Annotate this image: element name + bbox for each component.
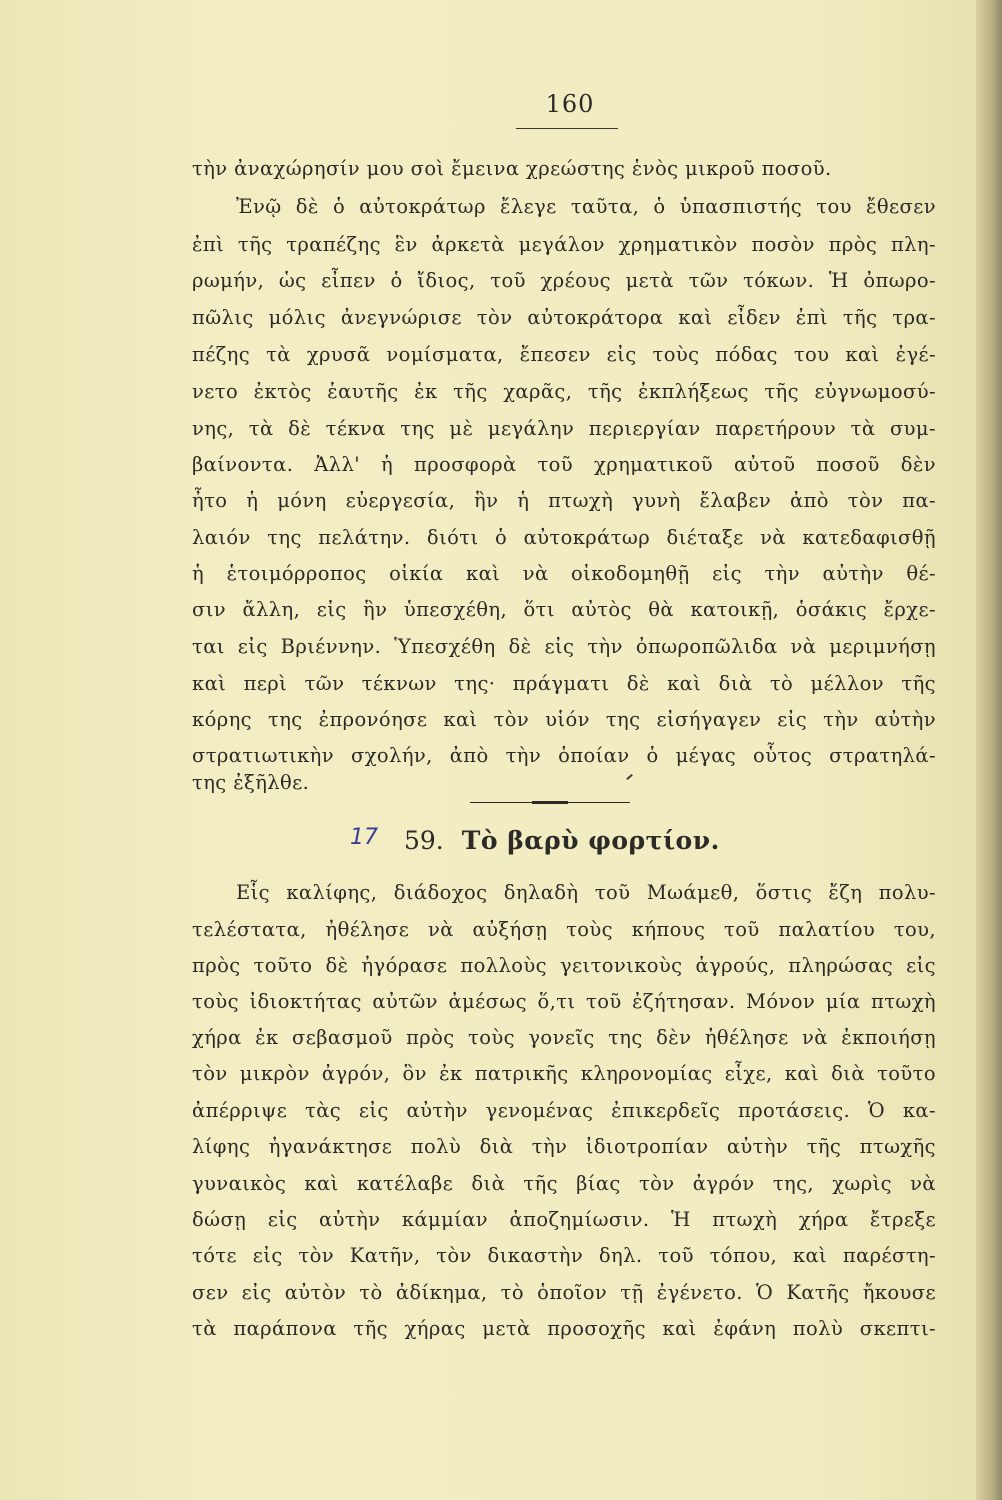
text-line: πρὸς τοῦτο δὲ ἠγόρασε πολλοὺς γειτονικοὺς ἀγρούς, πληρώσας εἰς — [192, 954, 936, 977]
text-line: τὴν ἀναχώρησίν μου σοὶ ἔμεινα χρεώστης ἑνὸς μικροῦ ποσοῦ. — [192, 157, 832, 180]
section-number: 59. — [404, 826, 444, 855]
text-line: ἡ ἑτοιμόρροπος οἰκία καὶ νὰ οἰκοδομηθῇ εἰς τὴν αὐτὴν θέ- — [192, 562, 936, 585]
text-line: λίφης ἠγανάκτησε πολὺ διὰ τὴν ἰδιοτροπίαν αὐτὴν τῆς πτωχῆς — [192, 1135, 936, 1158]
text-line: χήρα ἐκ σεβασμοῦ πρὸς τοὺς γονεῖς της δὲν ἠθέλησε νὰ ἐκποιήσῃ — [192, 1026, 936, 1049]
text-line: της ἐξῆλθε. — [192, 771, 310, 794]
text-line: ἀπέρριψε τὰς εἰς αὐτὴν γενομένας ἐπικερδεῖς προτάσεις. Ὁ κα- — [192, 1099, 936, 1122]
text-line: ἦτο ἡ μόνη εὐεργεσία, ἣν ἡ πτωχὴ γυνὴ ἔλαβεν ἀπὸ τὸν πα- — [192, 489, 936, 512]
text-line: λαιόν της πελάτην. διότι ὁ αὐτοκράτωρ διέταξε νὰ κατεδαφισθῇ — [192, 526, 936, 549]
text-line: τελέστατα, ἠθέλησε νὰ αὐξήσῃ τοὺς κήπους τοῦ παλατίου του, — [192, 918, 936, 941]
text-line: ται εἰς Βριέννην. Ὑπεσχέθη δὲ εἰς τὴν ὀπωροπῶλιδα νὰ μεριμνήσῃ — [192, 635, 936, 658]
text-line: Ἐνῷ δὲ ὁ αὐτοκράτωρ ἔλεγε ταῦτα, ὁ ὑπασπιστής του ἔθεσεν — [236, 195, 936, 218]
text-line: στρατιωτικὴν σχολήν, ἀπὸ τὴν ὁποίαν ὁ μέγας οὗτος στρατηλά- — [192, 744, 936, 767]
text-line: τὰ παράπονα τῆς χήρας μετὰ προσοχῆς καὶ ἐφάνη πολὺ σκεπτι- — [192, 1317, 936, 1340]
text-line: καὶ περὶ τῶν τέκνων της· πράγματι δὲ καὶ διὰ τὸ μέλλον τῆς — [192, 672, 936, 695]
text-line: πῶλις μόλις ἀνεγνώρισε τὸν αὐτοκράτορα καὶ εἶδεν ἐπὶ τῆς τρα- — [192, 306, 936, 329]
text-line: Εἷς καλίφης, διάδοχος δηλαδὴ τοῦ Μωάμεθ, ὅστις ἔζη πολυ- — [236, 881, 936, 904]
section-divider — [470, 801, 630, 804]
handwritten-annotation: 17 — [350, 825, 378, 850]
text-line: κόρης της ἐπρονόησε καὶ τὸν υἱόν της εἰσήγαγεν εἰς τὴν αὐτὴν — [192, 708, 936, 731]
text-line: γυναικὸς καὶ κατέλαβε διὰ τῆς βίας τὸν ἀγρόν της, χωρὶς νὰ — [192, 1172, 936, 1195]
section-heading — [404, 826, 720, 855]
text-line: ἐπὶ τῆς τραπέζης ἓν ἀρκετὰ μεγάλον χρηματικὸν ποσὸν πρὸς πλη- — [192, 233, 936, 256]
text-line: νης, τὰ δὲ τέκνα της μὲ μεγάλην περιεργίαν παρετήρουν τὰ συμ- — [192, 417, 936, 440]
text-line: δώσῃ εἰς αὐτὴν κάμμίαν ἀποζημίωσιν. Ἡ πτωχὴ χήρα ἔτρεξε — [192, 1208, 936, 1231]
text-line: τότε εἰς τὸν Κατῆν, τὸν δικαστὴν δηλ. τοῦ τόπου, καὶ παρέστη- — [192, 1244, 936, 1267]
text-line: σιν ἄλλη, εἰς ἣν ὑπεσχέθη, ὅτι αὐτὸς θὰ κατοικῇ, ὁσάκις ἔρχε- — [192, 598, 936, 621]
text-line: βαίνοντα. Ἀλλ' ἡ προσφορὰ τοῦ χρηματικοῦ αὐτοῦ ποσοῦ δὲν — [192, 453, 936, 476]
page-binding-edge — [976, 0, 1002, 1500]
text-line: τὸν μικρὸν ἀγρόν, ὃν ἐκ πατρικῆς κληρονομίας εἶχε, καὶ διὰ τοῦτο — [192, 1062, 936, 1085]
text-line: ρωμήν, ὡς εἶπεν ὁ ἴδιος, τοῦ χρέους μετὰ τῶν τόκων. Ἡ ὀπωρο- — [192, 269, 936, 292]
text-line: νετο ἐκτὸς ἑαυτῆς ἐκ τῆς χαρᾶς, τῆς ἐκπλήξεως τῆς εὐγνωμοσύ- — [192, 380, 936, 403]
page-number: 160 — [545, 90, 595, 118]
text-line: τοὺς ἰδιοκτήτας αὐτῶν ἀμέσως ὅ,τι τοῦ ἐζήτησαν. Μόνον μία πτωχὴ — [192, 990, 936, 1013]
section-title: Τὸ βαρὺ φορτίον. — [461, 826, 720, 855]
text-line: σεν εἰς αὐτὸν τὸ ἀδίκημα, τὸ ὁποῖον τῇ ἐγένετο. Ὁ Κατῆς ἤκουσε — [192, 1281, 936, 1304]
page-number-rule — [516, 128, 618, 129]
text-line: πέζης τὰ χρυσᾶ νομίσματα, ἔπεσεν εἰς τοὺς πόδας του καὶ ἐγέ- — [192, 343, 936, 366]
